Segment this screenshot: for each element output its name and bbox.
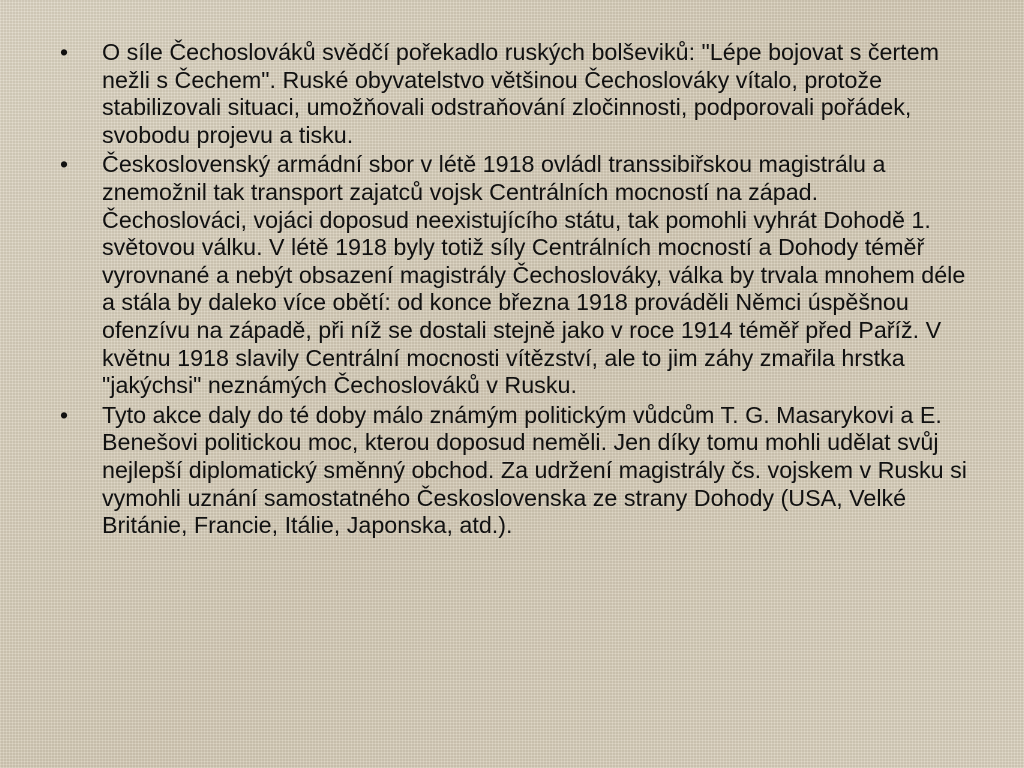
bullet-list — [58, 39, 968, 542]
bullet-item — [58, 402, 968, 540]
bullet-marker: • — [60, 401, 69, 428]
bullet-text: Tyto akce daly do té doby málo známým politickým vůdcům T. G. Masarykovi a E. Benešovi politickou moc, kterou doposud neměli. Jen díky tomu mohli udělat svůj nejlepší diplomatický směnný obchod. Za udržení magistrály čs. vojskem v Rusku si vymohli uznání samostatného Československa ze strany Dohody (USA, Velké Británie, Francie, Itálie, Japonska, atd.). — [102, 401, 967, 539]
bullet-text: O síle Čechoslováků svědčí pořekadlo ruských bolševiků: "Lépe bojovat s čertem nežli s Čechem". Ruské obyvatelstvo většinou Čechoslováky vítalo, protože stabilizovali situaci, umožňovali odstraňování zločinnosti, podporovali pořádek, svobodu projevu a tisku. — [102, 39, 940, 148]
bullet-item — [58, 151, 968, 399]
bullet-text: Československý armádní sbor v létě 1918 ovládl transsibiřskou magistrálu a znemožnil tak transport zajatců vojsk Centrálních mocností na západ. Čechoslováci, vojáci doposud neexistujícího státu, tak pomohli vyhrát Dohodě 1. světovou válku. V létě 1918 byly totiž síly Centrálních mocností a Dohody téměř vyrovnané a nebýt obsazení magistrály Čechoslováky, válka by trvala mnohem déle a stála by daleko více obětí: od konce března 1918 prováděli Němci úspěšnou ofenzívu na západě, při níž se dostali stejně jako v roce 1914 téměř před Paříž. V květnu 1918 slavily Centrální mocnosti vítězství, ale to jim záhy zmařila hrstka "jakýchsi" neznámých Čechoslováků v Rusku. — [102, 151, 966, 399]
bullet-item — [58, 39, 968, 149]
bullet-marker: • — [60, 39, 69, 65]
bullet-marker: • — [60, 151, 69, 178]
